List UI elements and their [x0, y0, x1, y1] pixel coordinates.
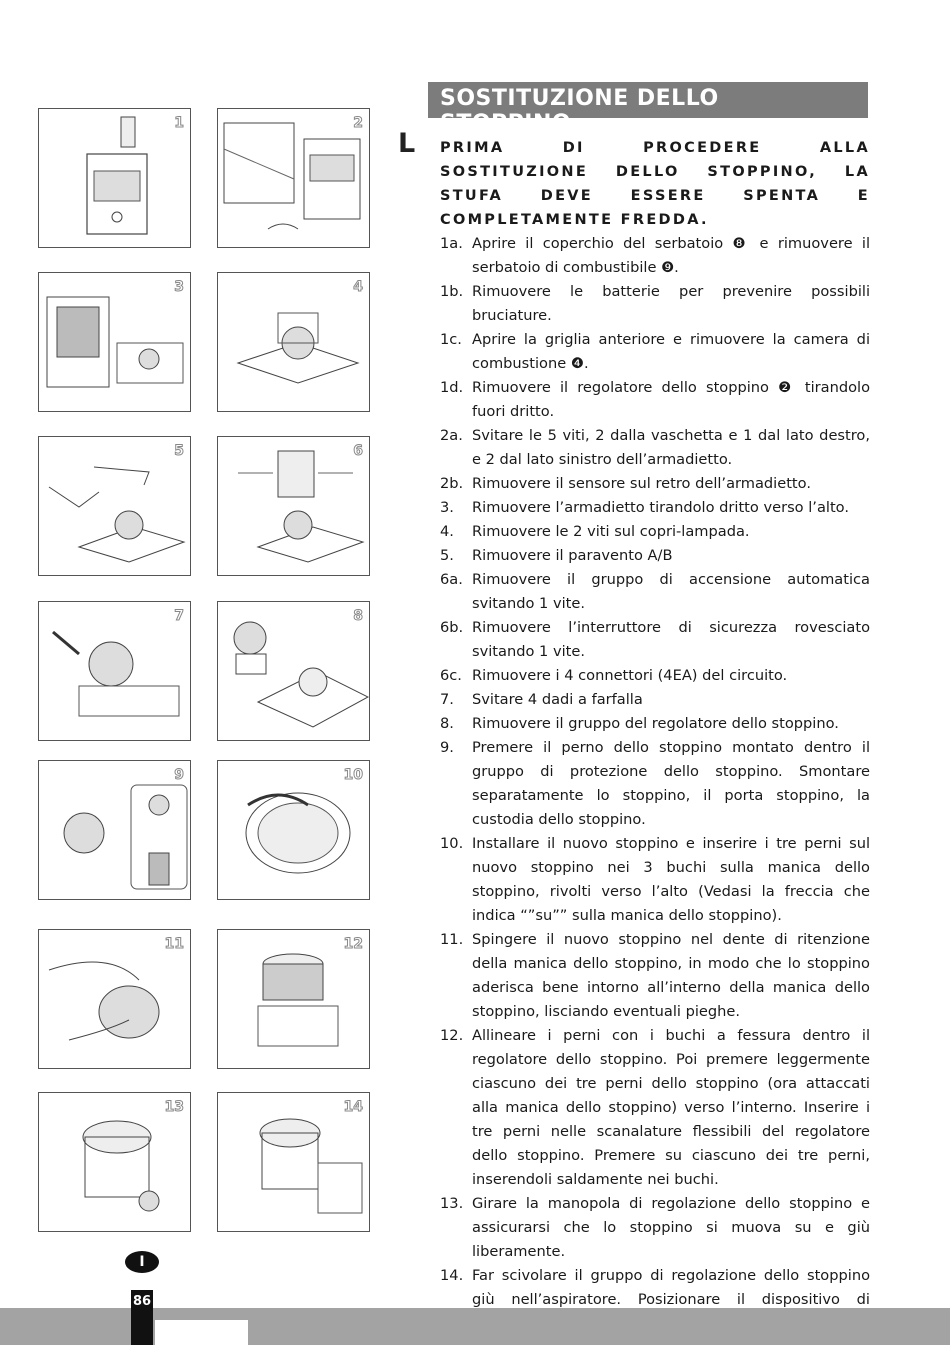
- step-label: 8.: [440, 715, 454, 732]
- step-label: 4.: [440, 523, 454, 540]
- page-number: 86: [133, 1294, 152, 1309]
- step-text: Rimuovere i 4 connettori (4EA) del circuito.: [472, 667, 788, 684]
- step-text: Rimuovere il sensore sul retro dell’armadietto.: [472, 475, 811, 492]
- instruction-step: [440, 1192, 870, 1264]
- instruction-step: [440, 496, 870, 520]
- instruction-step: [440, 280, 870, 328]
- step-label: 3.: [440, 499, 454, 516]
- figure-number: 1: [174, 115, 184, 131]
- step-text: Rimuovere l’interruttore di sicurezza rovesciato svitando 1 vite.: [472, 619, 870, 660]
- step-text: Rimuovere il gruppo del regolatore dello stoppino.: [472, 715, 839, 732]
- instruction-step: [440, 232, 870, 280]
- step-text: Far scivolare il gruppo di regolazione dello stoppino giù nell’aspiratore. Posizionare il dispositivo di: [472, 1267, 870, 1308]
- figure-number: 10: [343, 767, 363, 783]
- step-text: Aprire la griglia anteriore e rimuovere la camera di combustione ❹.: [472, 331, 870, 372]
- instruction-step: [440, 328, 870, 376]
- instruction-step: [440, 688, 870, 712]
- figure-13: [38, 1092, 191, 1232]
- step-text: Rimuovere il paravento A/B: [472, 547, 673, 564]
- step-label: 1a.: [440, 235, 463, 252]
- figure-number: 5: [174, 443, 184, 459]
- step-label: 9.: [440, 739, 454, 756]
- step-label: 6a.: [440, 571, 463, 588]
- figure-4: [217, 272, 370, 412]
- step-label: 10.: [440, 835, 464, 852]
- step-text: Rimuovere le batterie per prevenire possibili bruciature.: [472, 283, 870, 324]
- figure-number: 9: [174, 767, 184, 783]
- step-text: Installare il nuovo stoppino e inserire i tre perni sul nuovo stoppino nei 3 buchi sulla manica dello stoppino, rivolti verso l’alto (Vedasi la freccia che indica “”su”” sulla manica dello stoppino).: [472, 835, 870, 924]
- figure-11: [38, 929, 191, 1069]
- figure-number: 4: [353, 279, 363, 295]
- step-label: 1c.: [440, 331, 462, 348]
- figure-6: [217, 436, 370, 576]
- instruction-step: [440, 712, 870, 736]
- figure-12: [217, 929, 370, 1069]
- step-label: 6b.: [440, 619, 464, 636]
- step-label: 14.: [440, 1267, 464, 1284]
- figure-number: 14: [343, 1099, 363, 1115]
- figure-number: 13: [164, 1099, 184, 1115]
- figure-10: [217, 760, 370, 900]
- instruction-step: [440, 544, 870, 568]
- language-badge: I: [125, 1251, 159, 1273]
- step-label: 2b.: [440, 475, 464, 492]
- figure-number: 6: [353, 443, 363, 459]
- instruction-step: [440, 736, 870, 832]
- step-text: Premere il perno dello stoppino montato dentro il gruppo di protezione dello stoppino. Smontare separatamente lo stoppino, il porta stoppino, la custodia dello stoppino.: [472, 739, 870, 828]
- instruction-step: [440, 472, 870, 496]
- step-text: Rimuovere le 2 viti sul copri-lampada.: [472, 523, 750, 540]
- step-label: 12.: [440, 1027, 464, 1044]
- windshield-removal-illustration: [39, 437, 191, 576]
- step-label: 1d.: [440, 379, 464, 396]
- instruction-step: [440, 520, 870, 544]
- section-title: SOSTITUZIONE DELLO STOPPINO: [428, 82, 868, 118]
- step-label: 6c.: [440, 667, 462, 684]
- figure-1: [38, 108, 191, 248]
- figure-number: 3: [174, 279, 184, 295]
- figure-number: 12: [343, 936, 363, 952]
- instruction-step: [440, 928, 870, 1024]
- figure-5: [38, 436, 191, 576]
- instruction-list: [440, 232, 870, 1336]
- instruction-step: [440, 568, 870, 616]
- step-text: Rimuovere il regolatore dello stoppino ❷ tirandolo fuori dritto.: [472, 379, 870, 420]
- instruction-step: [440, 1024, 870, 1192]
- battery-removal-illustration: [218, 109, 370, 248]
- circuit-connectors-illustration: [218, 437, 370, 576]
- instruction-step: [440, 424, 870, 472]
- step-label: 2a.: [440, 427, 463, 444]
- step-label: 11.: [440, 931, 464, 948]
- cabinet-screws-illustration: [218, 273, 370, 412]
- figure-number: 2: [353, 115, 363, 131]
- figure-14: [217, 1092, 370, 1232]
- figure-number: 7: [174, 608, 184, 624]
- safety-warning: PRIMA DI PROCEDERE ALLA SOSTITUZIONE DELLO STOPPINO, LA STUFA DEVE ESSERE SPENTA E COMPLETAMENTE FREDDA.: [440, 140, 870, 228]
- section-letter: L: [398, 128, 416, 159]
- wick-adjuster-removal-illustration: [218, 602, 370, 741]
- wing-nuts-illustration: [39, 602, 191, 741]
- instruction-step: [440, 616, 870, 664]
- instruction-step: [440, 664, 870, 688]
- figure-2: [217, 108, 370, 248]
- figure-number: 11: [164, 936, 184, 952]
- step-text: Spingere il nuovo stoppino nel dente di ritenzione della manica dello stoppino, in modo che lo stoppino aderisca bene intorno all’interno della manica dello stoppino, lisciando eventuali pieghe.: [472, 931, 870, 1020]
- front-grille-removal-illustration: [39, 273, 191, 412]
- step-text: Rimuovere il gruppo di accensione automatica svitando 1 vite.: [472, 571, 870, 612]
- figure-3: [38, 272, 191, 412]
- step-text: Aprire il coperchio del serbatoio ❽ e rimuovere il serbatoio di combustibile ❾.: [472, 235, 870, 276]
- instruction-step: [440, 832, 870, 928]
- step-text: Rimuovere l’armadietto tirandolo dritto verso l’alto.: [472, 499, 849, 516]
- step-label: 13.: [440, 1195, 464, 1212]
- step-label: 5.: [440, 547, 454, 564]
- wick-disassembly-illustration: [39, 761, 191, 900]
- figure-number: 8: [353, 608, 363, 624]
- instruction-step: [440, 376, 870, 424]
- step-label: 7.: [440, 691, 454, 708]
- footer-tab: [155, 1320, 248, 1345]
- step-text: Svitare 4 dadi a farfalla: [472, 691, 643, 708]
- step-label: 1b.: [440, 283, 464, 300]
- figure-9: [38, 760, 191, 900]
- figure-7: [38, 601, 191, 741]
- heater-with-tank-illustration: [39, 109, 191, 248]
- step-text: Girare la manopola di regolazione dello stoppino e assicurarsi che lo stoppino si muova su e giù liberamente.: [472, 1195, 870, 1260]
- step-text: Allineare i perni con i buchi a fessura dentro il regolatore dello stoppino. Poi premere leggermente ciascuno dei tre perni dello stoppino (ora attaccati alla manica dello stoppino) verso l’interno. Inserire i tre perni nelle scanalature flessibili del regolatore dello stoppino. Premere su ciascuno dei tre perni, inserendoli saldamente nei buchi.: [472, 1027, 870, 1188]
- step-text: Svitare le 5 viti, 2 dalla vaschetta e 1 dal lato destro, e 2 dal lato sinistro dell’armadietto.: [472, 427, 870, 468]
- figure-8: [217, 601, 370, 741]
